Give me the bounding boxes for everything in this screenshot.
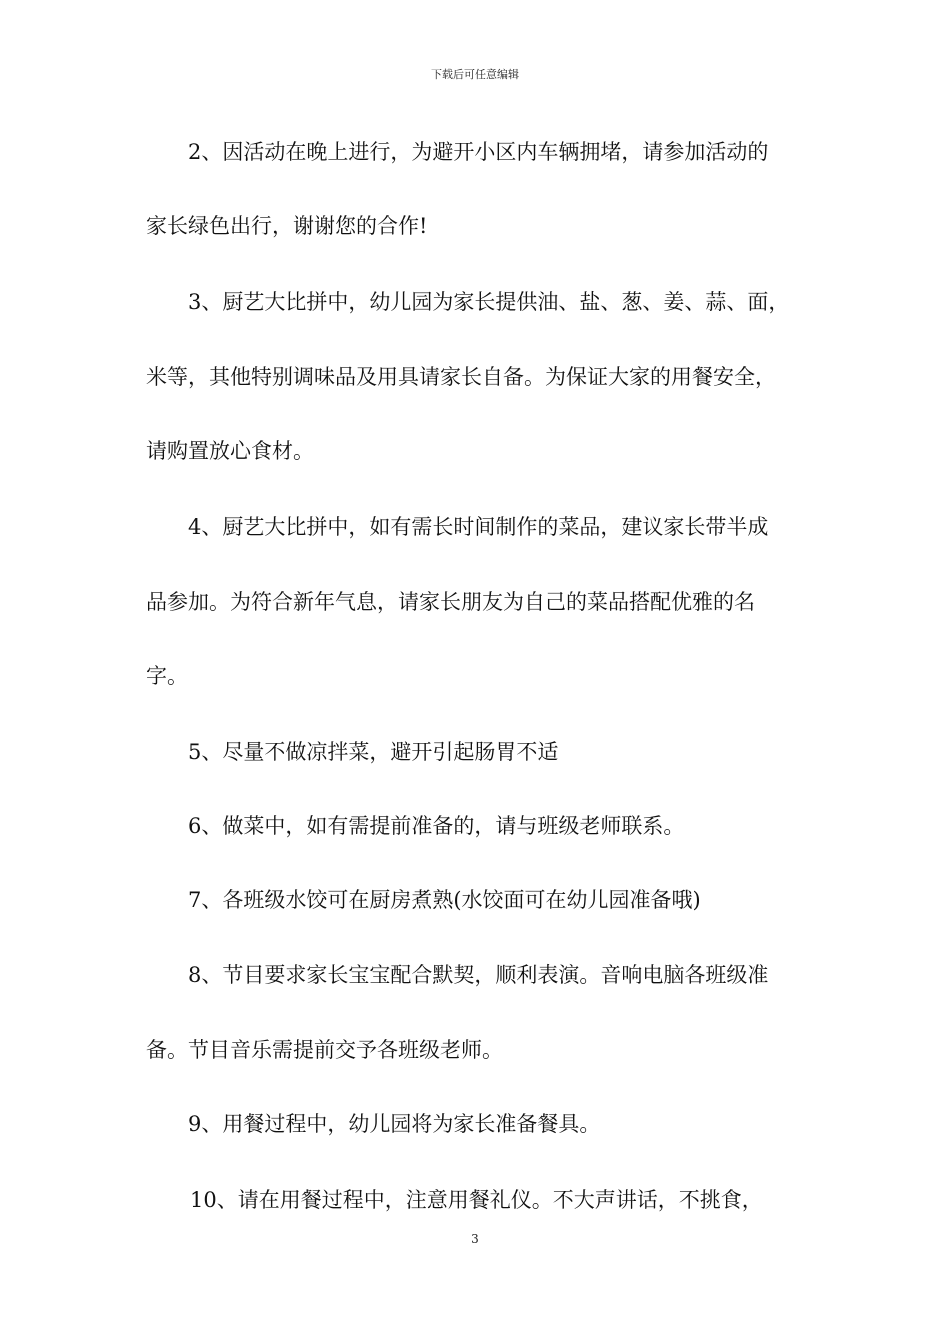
paragraph-line: 9、用餐过程中，幼儿园将为家长准备餐具。	[188, 1112, 601, 1136]
paragraph-line: 字。	[146, 664, 188, 688]
paragraph-line: 5、尽量不做凉拌菜，避开引起肠胃不适	[188, 740, 559, 764]
paragraph-line: 品参加。为符合新年气息，请家长朋友为自己的菜品搭配优雅的名	[146, 590, 755, 614]
paragraph-line: 请购置放心食材。	[146, 439, 314, 463]
paragraph-line: 8、节目要求家长宝宝配合默契，顺利表演。音响电脑各班级准	[188, 963, 769, 987]
paragraph-line: 备。节目音乐需提前交予各班级老师。	[146, 1038, 503, 1062]
page-number: 3	[471, 1232, 479, 1246]
paragraph-line: 2、因活动在晚上进行，为避开小区内车辆拥堵，请参加活动的	[188, 140, 769, 164]
paragraph-line: 3、厨艺大比拼中，幼儿园为家长提供油、盐、葱、姜、蒜、面，	[188, 290, 790, 314]
paragraph-line: 米等，其他特别调味品及用具请家长自备。为保证大家的用餐安全，	[146, 365, 776, 389]
paragraph-line: 4、厨艺大比拼中，如有需长时间制作的菜品，建议家长带半成	[188, 515, 769, 539]
paragraph-line: 家长绿色出行，谢谢您的合作!	[146, 214, 428, 238]
paragraph-line: 7、各班级水饺可在厨房煮熟(水饺面可在幼儿园准备哦)	[188, 888, 701, 912]
paragraph-line: 10、请在用餐过程中，注意用餐礼仪。不大声讲话，不挑食，	[190, 1188, 763, 1212]
paragraph-line: 6、做菜中，如有需提前准备的，请与班级老师联系。	[188, 814, 685, 838]
header-note: 下载后可任意编辑	[431, 68, 519, 81]
